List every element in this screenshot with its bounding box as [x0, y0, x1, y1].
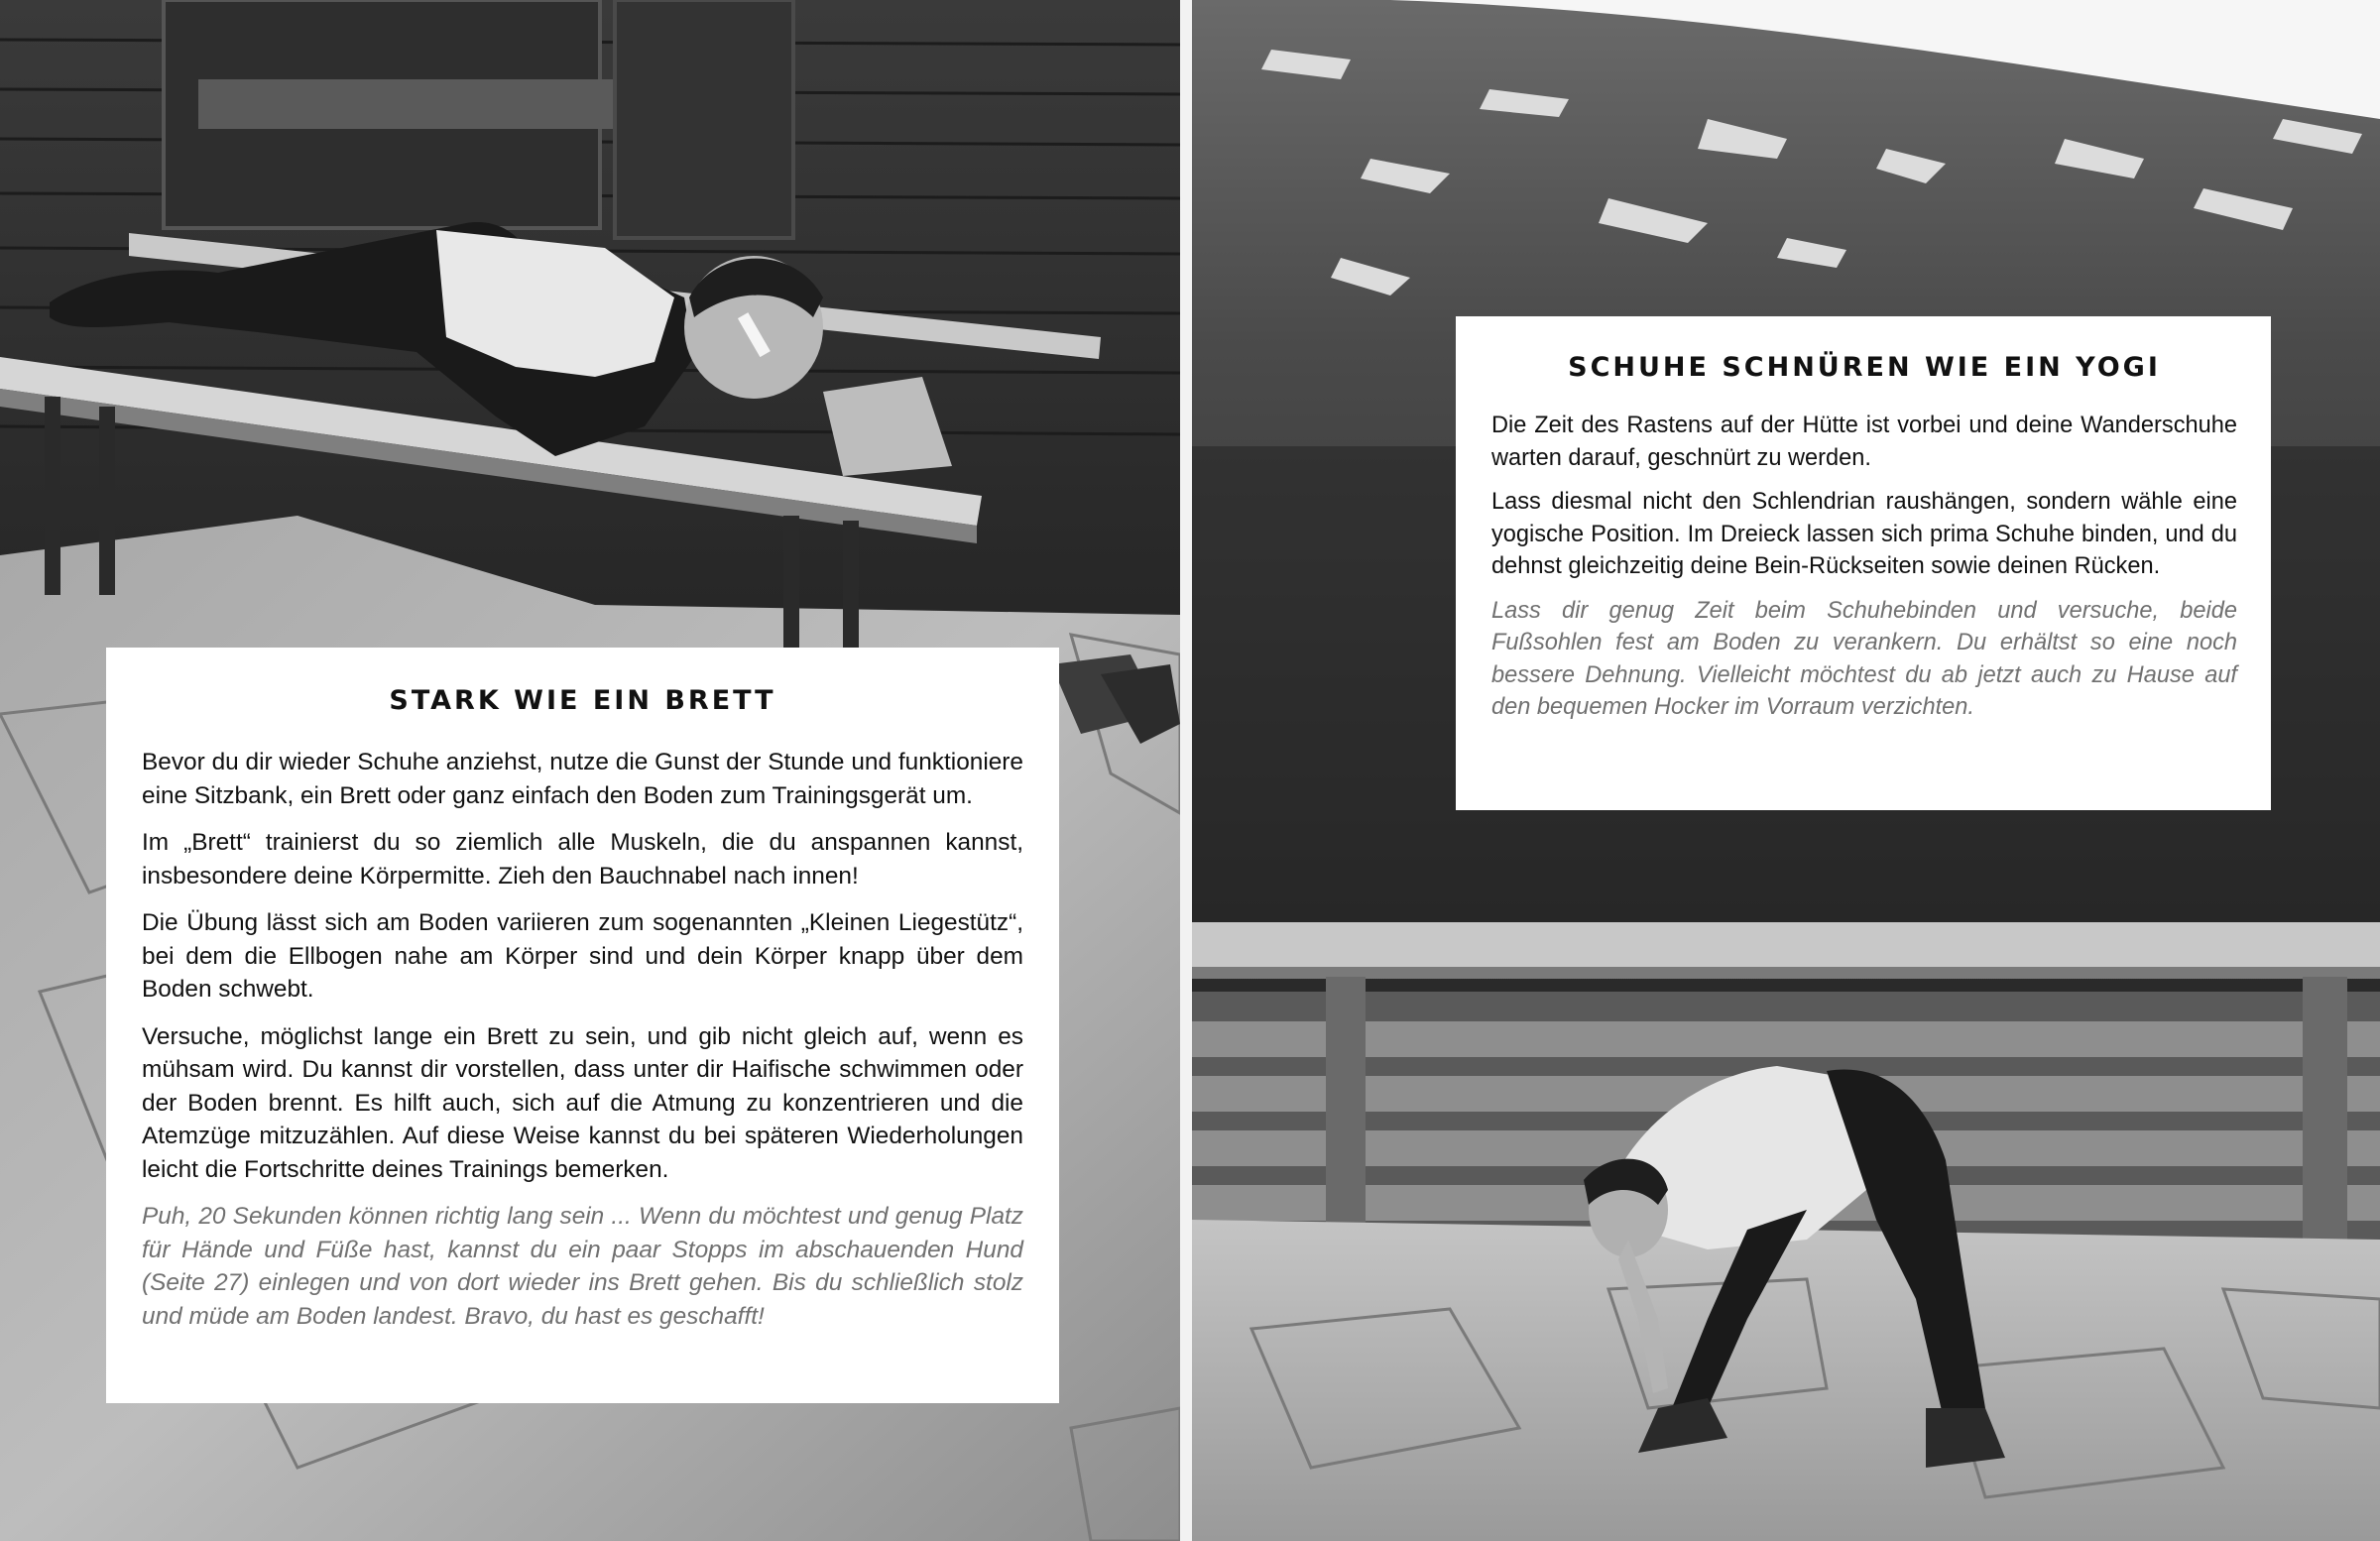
paragraph: Im „Brett“ trainierst du so ziemlich alle Muskeln, die du anspannen kannst, insbesondere deine Körpermitte. Zieh den Bauchnabel nach innen!	[142, 829, 1023, 889]
paragraph: Die Übung lässt sich am Boden variieren zum sogenannten „Kleinen Liegestütz“, bei dem die Ellbogen nahe am Körper sind und dein Körper knapp über dem Boden schwebt.	[142, 909, 1023, 1003]
tip-paragraph: Lass dir genug Zeit beim Schuhebinden und versuche, beide Fußsohlen fest am Boden zu verankern. Du erhältst so eine noch bessere Dehnung. Vielleicht möchtest du ab jetzt auch zu Hause auf den bequemen Hocker im Vorraum verzichten.	[1491, 597, 2237, 720]
heading-stark-wie-ein-brett: STARK WIE EIN BRETT	[389, 685, 776, 716]
paragraph: Versuche, möglichst lange ein Brett zu sein, und gib nicht gleich auf, wenn es mühsam wird. Du kannst dir vorstellen, dass unter dir Haifische schwimmen oder der Boden brennt. Es hilft auch, sich auf die Atmung zu konzentrieren und die Atemzüge mitzuzählen. Auf diese Weise kannst du bei späteren Wiederholungen leicht die Fortschritte deines Trainings bemerken.	[142, 1022, 1023, 1183]
page-gutter	[1180, 0, 1192, 1541]
paragraph: Die Zeit des Rastens auf der Hütte ist vorbei und deine Wanderschuhe warten darauf, geschnürt zu werden.	[1491, 413, 2237, 471]
paragraph: Lass diesmal nicht den Schlendrian raushängen, sondern wähle eine yogische Position. Im Dreieck lassen sich prima Schuhe binden, und du dehnst gleichzeitig deine Bein-Rückseiten sowie deinen Rücken.	[1491, 489, 2237, 579]
tip-paragraph: Puh, 20 Sekunden können richtig lang sein ... Wenn du möchtest und genug Platz für Hände und Füße hast, kannst du ein paar Stopps im abschauenden Hund (Seite 27) einlegen und von dort wieder ins Brett gehen. Bis du schließlich stolz und müde am Boden landest. Bravo, du hast es geschafft!	[142, 1203, 1023, 1330]
paragraph: Bevor du dir wieder Schuhe anziehst, nutze die Gunst der Stunde und funktioniere eine Sitzbank, ein Brett oder ganz einfach den Boden zum Trainingsgerät um.	[142, 749, 1023, 809]
heading-schuhe-schnueren: SCHUHE SCHNÜREN WIE EIN YOGI	[1568, 352, 2161, 383]
text-box-schuhe-schnueren	[1456, 316, 2271, 810]
text-box-stark-wie-ein-brett	[106, 648, 1059, 1403]
